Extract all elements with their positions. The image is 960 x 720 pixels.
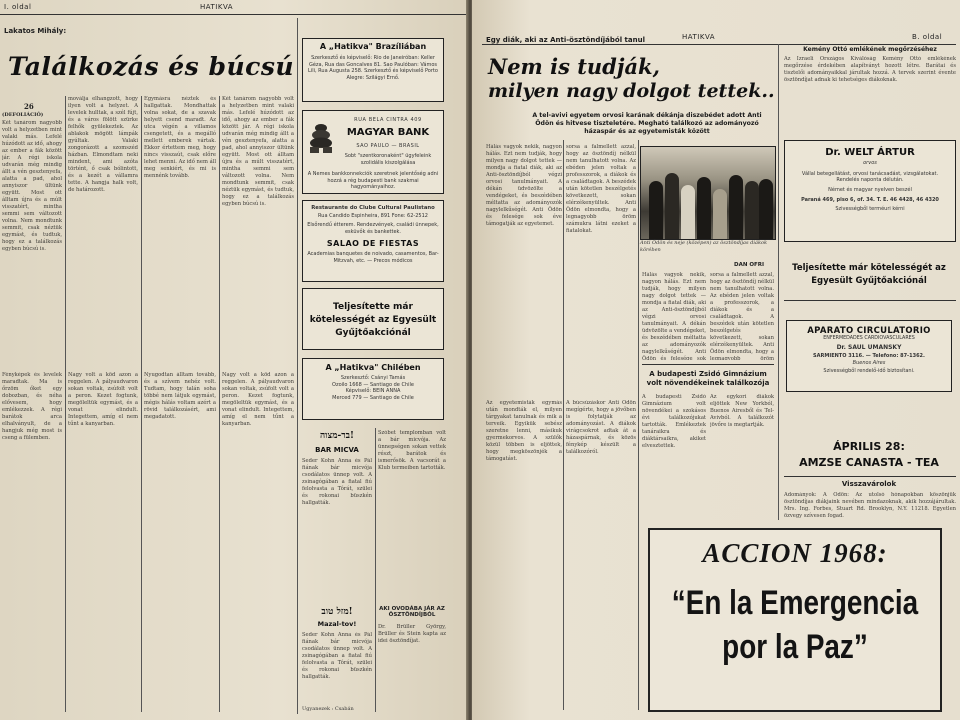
salon-body: Elsőrendű étterem. Rendezvények, családi ünnepek, esküvők és bankettek. <box>307 222 439 235</box>
article-subhead: A tel-avivi egyetem orvosi karának dékánja diszebédet adott Anti Ödön és hitvese tiszteletére. Megható találkozó az adományozó házaspár és az egyetemisták között <box>532 112 762 135</box>
accion-line1: “En la Emergencia <box>671 584 919 622</box>
aparato-address: SARMIENTO 3116. — Telefono: 87-1362. <box>813 353 925 359</box>
aparato-subtitle: ENFERMEDADES CARDIOVASCULARES <box>823 336 915 341</box>
right-running-head: HATIKVA <box>682 33 716 41</box>
doctor-address: Paraná 469, piso 6, of. 34. T. E. 46 4428, 46 4320 <box>801 197 939 203</box>
section-label: (DEFOLIÁCIÓ) <box>2 112 44 118</box>
collection-right-title: Teljesítette már kötelességét az Egyesült Gyűjtőakciónál <box>792 263 946 286</box>
chile-line3: Képviselő: BEIN ANNA <box>345 388 401 394</box>
collection-left-title: Teljesítette már kötelességét az Egyesült Gyűjtőakciónál <box>309 302 437 338</box>
lower-column-4: Nagy volt a köd azon a reggelen. A pályaudvaron sokan voltak, zsúfolt volt a peron. Kezet fogtunk, megöleltük egymást, és a vonat elindult. Integettem, amíg el nem tűnt a kanyarban. <box>222 372 294 427</box>
chile-line4: Merced 779 — Santiago de Chile <box>332 394 414 401</box>
visszavarolok-body: Adományok: A Ödön: Az utolsó hónapokban köszönjük ösztöndíjas diákjaink nevében mindazoknak, akik hozzájárultak. Mrs. Ing. Forbes, Stuart Rd. Brooklyn, N.Y. 11218. Egyetlen özvegy szívesen fogad. <box>784 492 956 519</box>
ad-salao-de-fiestas <box>302 200 444 282</box>
ad-doctor-welt <box>784 140 956 242</box>
mazel-tov-hebrew: מזל טוב! <box>321 607 353 617</box>
gimnazium-col2: Az egykori diákok eljöttek New Yorkból, Buenos Airesből és Tel-Avivból. A találkozót jövőre is megtartják. <box>710 394 774 428</box>
left-page-corner: I. oldal <box>4 3 32 11</box>
article-column-1: Hálás vagyok nekik, nagyon hálás. Ezt nem tudják, hogy milyen nagy dolgot tettek — mondja a fiatal diák, aki az Anti-ösztöndíjból végzi orvosi tanulmányait. A dékán üdvözölte a vendégeket, és beszédében méltatta az adományozók nagylelkűségét. Anti Ödön és felesége sok éve támogatják az egyetemet. <box>486 144 562 227</box>
mazel-body: Seder Kohn Anna és Pál fiának bár micvója csodálatos ünnep volt. A zsinagógában a fiatal fiú felolvasta a Tórát, szülei és rokonai büszkén hallgatták. <box>302 632 372 680</box>
salon-footer: Academias banquetes de noivado, casamentos, Bar-Mitzvah, etc. — Precos módicos <box>307 251 439 264</box>
gimnazium-title: A budapesti Zsidó Gimnázium volt növendékeinek találkozója <box>646 370 770 387</box>
salon-address: Rua Candido Espinheira, 891 Fone: 62-2512 <box>318 212 428 219</box>
barmitzva-col2: Szóbet templomban volt a bár micvója. Az ünnepségen sokan vettek részt, barátok és ismerősök. A vacsorát a Klub termeiben tartották. <box>378 430 446 471</box>
article-kicker: Egy diák, aki az Anti-ösztöndíjából tanul <box>486 36 645 44</box>
right-page <box>472 0 960 720</box>
kindergarten-title: AKI OVODÁBA JÁR AZ ÖSZTÖNDÍJBÓL <box>379 606 445 618</box>
kemeny-body: Az Izraeli Országos Kiválóság Kemény Ottó emlékének megőrzése érdekében alapítványt hozott létre. Barátai és tisztelői adományaikkal járultak hozzá. A tervek szerint évente ösztöndíjat adnak ki tehetséges diákoknak. <box>784 56 956 83</box>
mazel-tov: Mazal-tov! <box>317 620 357 628</box>
event-name: AMZSE CANASTA - TEA <box>799 456 939 469</box>
salon-restaurant: Restaurante do Clube Cultural Paulistano <box>311 205 435 211</box>
chile-title: A „Hatikva" Chilében <box>325 363 421 372</box>
bank-address: RUA BELA CINTRA 409 <box>354 117 422 123</box>
article-lower-column-1: Az egyetemisták egymás után mondták el, milyen tárgyakat tanulnak és mik a terveik. Egyikük sebész szeretne lenni, másikuk gyermekorvos. A szülők közül többen is eljöttek, hogy megköszönjék a támogatást. <box>486 400 562 462</box>
column-3: Egymásra néztek és hallgattak. Mondhattak volna sokat, de a szavak helyett csend maradt. Az utca végén a villamos csengetett, és a megálló mellett emberek vártak. Ekkor értettem meg, hogy nincs visszaút, csak előre lehet menni. Az idő nem áll meg senkiért, és mi is mennénk tovább. <box>144 96 216 179</box>
column-1: Két tanárom nagyobb volt a helyzetben mint valaki más. Lefelé húzódott az idő, ahogy az ember a fák között jár. A régi iskola udvarán még mindig állt a vén gesztenyefa, alatta a pad, ahol annyiszor ültünk együtt. Most ott álltam újra és a múlt visszatért, mintha semmi sem változott volna. Nem mondtunk semmit, csak néztük egymást, és tudtuk, hogy ez a találkozás egyben búcsú is. <box>2 120 62 252</box>
right-page-corner: B. oldal <box>912 33 943 41</box>
column-4: Két tanárom nagyobb volt a helyzetben mint valaki más. Lefelé húzódott az idő, ahogy az ember a fák között jár. A régi iskola udvarán még mindig állt a vén gesztenyefa, alatta a pad, ahol annyiszor ültünk együtt. Most ott álltam újra és a múlt visszatért, mintha semmi sem változott volna. Nem mondtunk semmit, csak néztük egymást, és tudtuk, hogy ez a találkozás egyben búcsú is. <box>222 96 294 207</box>
article-headline-2: milyen nagy dolgot tettek.. <box>488 80 775 102</box>
aparato-city: Buenos Aires <box>852 359 886 366</box>
bank-city: SAO PAULO — BRASIL <box>356 143 420 149</box>
page-title: Találkozás és búcsú <box>8 52 295 81</box>
ad-collection-left <box>302 288 444 350</box>
photo-caption: Anti Ödön és neje (középen) az ösztöndíjas diákok körében <box>640 240 768 253</box>
aparato-doctor: Dr. SAUL UMANSKY <box>836 343 902 351</box>
ad-hatikva-brazil <box>302 38 444 102</box>
aparato-title: APARATO CIRCULATORIO <box>807 326 931 336</box>
accion-line2: por la Paz” <box>722 628 868 666</box>
column-2: moválja elhangzott, hogy ilyen volt a helyzet. A levelek hulltak, a szél fújt, és a város fölött szürke felhők gyülekeztek. Az ablakok mögött lámpák gyúltak. Valaki zongorázott a szomszéd házban. Elmondtam neki mindent, ami azóta történt, ő csak bólintott, és a kezét a vállamra tette. A hangja halk volt, de határozott. <box>68 96 138 193</box>
author-name: Lakatos Mihály: <box>4 27 67 35</box>
doctor-languages: Német és magyar nyelven beszél <box>828 186 912 193</box>
visszavarolok-title: Visszavárolok <box>841 480 897 488</box>
article-column-2: sorsa a falmellett azzal, hogy az ösztöndíj nélkül nem tanulhatott volna. Az ebéden jelen voltak a professzorok, a diákok és a családtagok. A beszédek után kötetlen beszélgetés következett, sokan elérzékenyültek. Anti Ödön elmondta, hogy a legnagyobb öröm számukra látni ezeket a fiatalokat. <box>566 144 636 234</box>
bank-body: A Nemes bankkonnekciók szeretnek jelentőség adni hozzá a rég budapesti bank szakmai hagyományaihoz. <box>307 171 439 190</box>
article-headline-1: Nem is tudják, <box>488 54 660 79</box>
lower-column-2: Nagy volt a köd azon a reggelen. A pályaudvaron sokan voltak, zsúfolt volt a peron. Kezet fogtunk, megöleltük egymást, és a vonat elindult. Integettem, amíg el nem tűnt a kanyarban. <box>68 372 138 427</box>
lower-column-1: Fényképek és levelek maradtak. Ma is őrzöm őket egy dobozban, és néha elővesem, hogy emlékezzek. A régi barátok arca elhalványult, de a hangjuk még most is cseng a fülemben. <box>2 372 62 441</box>
doctor-name: Dr. WELT ÁRTUR <box>825 147 915 158</box>
aparato-footer: Szivességből rendelő-idő biztosítani. <box>823 368 915 374</box>
event-date: ÁPRILIS 28: <box>833 440 905 453</box>
left-running-head: HATIKVA <box>200 3 234 11</box>
photo-credit: DAN OFRI <box>734 262 765 268</box>
kindergarten-body: Dr. Brüller György, Brüller és Stein kapta az idei ösztöndíjat. <box>378 624 446 644</box>
left-page <box>0 0 468 720</box>
barmitzva-hebrew: בר-מצוה! <box>320 431 354 441</box>
chile-line2: Ozoilo 1668 — Santiago de Chile <box>332 381 414 388</box>
bank-slogan: Sobt "szentkoronaként" ügyfeleink szolidális kiszolgálása <box>344 153 432 166</box>
ad-accion-1968 <box>648 528 942 712</box>
barmitzva-title: BAR MICVA <box>315 446 359 454</box>
accion-title: ACCION 1968: <box>702 538 888 568</box>
bank-name: MAGYAR BANK <box>346 127 430 138</box>
ad-brazil-body: Szerkesztő és képviselő: Rio de Janeiróban: Keller Géza, Rua das Goncalves 81. Sao Paulóban: Vámos Lili, Rua Augusta 258. Szerkesztő és képviselő Porto Alegre: Szilágyi Ernő. <box>308 55 438 81</box>
lower-column-3: Nyugodtan álltam tovább, és a szívem nehéz volt. Tudtam, hogy talán soha többé nem látjuk egymást, mégis hálás voltam azért a rövid találkozásért, ami megadatott. <box>144 372 216 420</box>
ad-brazil-title: A „Hatikva" Brazíliában <box>319 42 427 51</box>
kemeny-title: Kemény Ottó emlékének megőrzéséhez <box>803 46 937 53</box>
article-photo <box>640 146 776 240</box>
gimnazium-body: A budapesti Zsidó Gimnázium volt növendékei a szokásos évi találkozójukat tartották. Emlékeztek tanáraikra és diáktársaikra, akiket elvesztettek. <box>642 394 706 449</box>
ad-hatikva-chile <box>302 358 444 420</box>
doctor-role: orvos <box>863 160 877 166</box>
doctor-body: Vállal betegellátást, orvosi tanácsadást, vizsgálatokat. Rendelés naponta délután. <box>801 170 939 183</box>
barmitzva-body: Seder Kohn Anna és Pál fiának bár micvója csodálatos ünnep volt. A zsinagógában a fiatal fiú felolvasta a Tórát, szülei és rokonai büszkén hallgatták. <box>302 458 372 506</box>
article-column-3: Hálás vagyok nekik, nagyon hálás. Ezt nem tudják, hogy milyen nagy dolgot tettek — mondja a fiatal diák, aki az Anti-ösztöndíjból végzi orvosi tanulmányait. A dékán üdvözölte a vendégeket, és beszédében méltatta az adományozók nagylelkűségét. Anti Ödön és felesége sok <box>642 272 706 360</box>
article-column-4: sorsa a falmellett azzal, hogy az ösztöndíj nélkül nem tanulhatott volna. Az ebéden jelen voltak a professzorok, a diákok és a családtagok. A beszédek után kötetlen beszélgetés következett, sokan elérzékenyültek. Anti Ödön elmondta, hogy a legnagyobb öröm <box>710 272 774 360</box>
doctor-footer: Szivességből terméuri kérni <box>835 205 905 212</box>
ad-magyar-bank <box>302 110 444 194</box>
chile-line1: Szerkesztő: Csányi Tamás <box>340 375 406 381</box>
barmitzva-footer: Ugyanezek : Csabán <box>302 706 354 712</box>
article-lower-column-2: A búcsúzáskor Anti Ödön megígérte, hogy a jövőben is folytatják az adományozást. A diákok virágcsokrot adtak át a házaspárnak, és közös fénykép készült a találkozóról. <box>566 400 636 455</box>
beehive-icon <box>308 121 334 155</box>
section-number: 26 <box>24 102 34 111</box>
ad-aparato-circulatorio <box>786 320 952 392</box>
salon-name: SALAO DE FIESTAS <box>326 239 420 248</box>
